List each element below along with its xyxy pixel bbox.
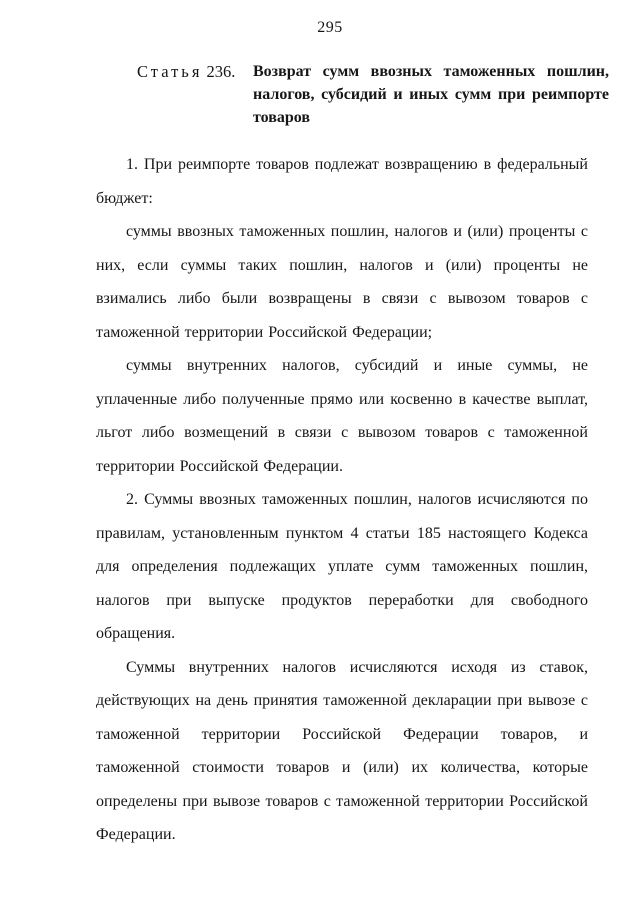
- paragraph-1-intro: 1. При реимпорте товаров подлежат возвращению в федеральный бюджет:: [96, 156, 588, 207]
- article-body: [96, 148, 588, 852]
- article-label-number: 236.: [206, 62, 236, 81]
- paragraph-1-item-duties: суммы ввозных таможенных пошлин, налогов и (или) проценты с них, если суммы таких пошлин, налогов и (или) проценты не взимались либо были возвращены в связи с вывозом товаров с таможенной территории Российской Федерации;: [96, 223, 588, 341]
- article-label: [137, 60, 253, 83]
- page-number: 295: [317, 19, 343, 36]
- paragraph-2-calculation-rules: 2. Суммы ввозных таможенных пошлин, налогов исчисляются по правилам, установленным пунктом 4 статьи 185 настоящего Кодекса для определения подлежащих уплате сумм таможенных пошлин, налогов при выпуске продуктов переработки для свободного обращения.: [96, 491, 588, 642]
- article-label-word: Статья: [137, 62, 203, 81]
- paragraph-2-internal-tax-rates: Суммы внутренних налогов исчисляются исходя из ставок, действующих на день принятия таможенной декларации при вывозе с таможенной территории Российской Федерации товаров, и таможенной стоимости товаров и (или) их количества, которые определены при вывозе товаров с таможенной территории Российской Федерации.: [96, 658, 588, 843]
- article-title: Возврат сумм ввозных таможенных пошлин, налогов, субсидий и иных сумм при реимпорте товаров: [253, 63, 609, 126]
- paragraph-1-item-internal-taxes: суммы внутренних налогов, субсидий и иные суммы, не уплаченные либо полученные прямо или косвенно в качестве выплат, льгот либо возмещений в связи с вывозом товаров с таможенной территории Российской Федерации.: [96, 357, 588, 475]
- article-heading: [137, 60, 609, 129]
